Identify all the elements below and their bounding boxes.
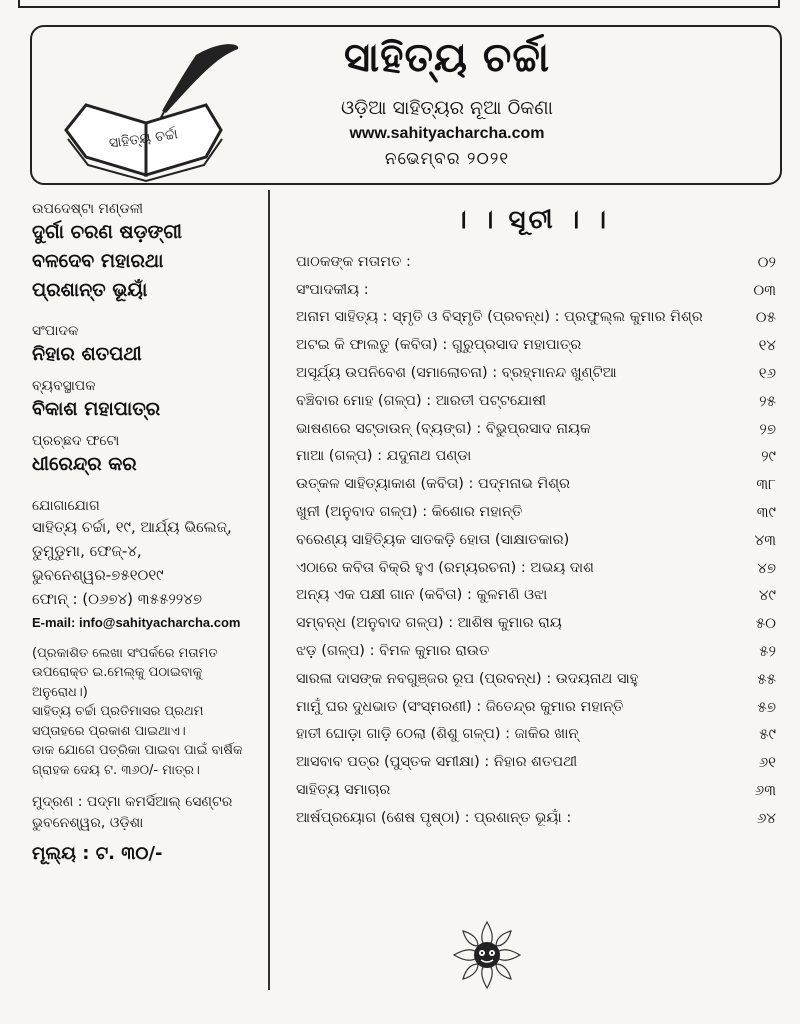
website-link[interactable]: www.sahityacharcha.com bbox=[349, 125, 545, 142]
editor-name: ନିହାର ଶତପଥୀ bbox=[32, 343, 142, 366]
toc-item-page: ୩୮ bbox=[756, 475, 776, 494]
note: ସାହିତ୍ୟ ଚର୍ଚ୍ଚା ପ୍ରତିମାସର ପ୍ରଥମ ସପ୍ତାହରେ ପ୍ରକାଶ ପାଇଥାଏ। bbox=[32, 704, 204, 739]
toc-item bbox=[296, 498, 776, 526]
toc-item-page: ୬୩ bbox=[754, 781, 776, 800]
toc-item bbox=[296, 276, 776, 304]
editor-label: ସଂପାଦକ bbox=[32, 323, 79, 340]
email-address[interactable]: E-mail: info@sahityacharcha.com bbox=[32, 615, 241, 631]
manager-label: ବ୍ୟବସ୍ଥାପକ bbox=[32, 378, 96, 395]
toc-item-page: ୦୫ bbox=[755, 308, 776, 327]
top-frame bbox=[18, 0, 780, 8]
toc-item bbox=[296, 693, 776, 721]
toc-list bbox=[296, 248, 776, 832]
toc-item bbox=[296, 359, 776, 387]
toc-item-page: ୦୩ bbox=[753, 280, 776, 299]
toc-item bbox=[296, 470, 776, 498]
toc-item bbox=[296, 304, 776, 332]
toc-item-title: ଅନ୍ୟ ଏକ ପକ୍ଷୀ ଗାନ (କବିତା) : କୁଳମଣି ଓଝା bbox=[296, 587, 548, 604]
toc-item-page: ୪୩ bbox=[754, 530, 776, 549]
address-line: ଭୁବନେଶ୍ୱର-୭୫୧୦୧୯ bbox=[32, 566, 164, 585]
toc-item-page: ୪୭ bbox=[757, 558, 776, 577]
logo-text: ସାହିତ୍ୟ ଚର୍ଚ୍ଚା bbox=[108, 126, 179, 152]
toc-item-title: ସାହିତ୍ୟ ସମାଚାର bbox=[296, 782, 391, 799]
contact-label: ଯୋଗାଯୋଗ bbox=[32, 497, 100, 514]
toc-item bbox=[296, 415, 776, 443]
toc-item-title: ସମ୍ବନ୍ଧ (ଅନୁବାଦ ଗଳ୍ପ) : ଆଶିଷ କୁମାର ରାୟ bbox=[296, 615, 562, 632]
toc-item-title: ପାଠକଙ୍କ ମତାମତ : bbox=[296, 253, 411, 270]
toc-item bbox=[296, 387, 776, 415]
toc-item-title: ମାଆ (ଗଳ୍ପ) : ଯଦୁନାଥ ପଣ୍ଡା bbox=[296, 448, 472, 465]
address-line: ସାହିତ୍ୟ ଚର୍ଚ୍ଚା, ୧୯, ଆର୍ଯ୍ୟ ଭିଲେଜ୍, bbox=[32, 518, 232, 537]
toc-heading: । । ସୂଚୀ । । bbox=[455, 205, 610, 235]
toc-item bbox=[296, 554, 776, 582]
magazine-title: ସାହିତ୍ୟ ଚର୍ଚ୍ଚା bbox=[343, 35, 551, 81]
toc-item bbox=[296, 721, 776, 749]
advisor-name: ପ୍ରଶାନ୍ତ ଭୂୟାଁ bbox=[32, 278, 148, 301]
toc-item bbox=[296, 776, 776, 804]
toc-item-title: ସାରଳା ଦାସଙ୍କ ନବଗୁଞ୍ଜର ରୂପ (ପ୍ରବନ୍ଧ) : ଉଦୟନାଥ ସାହୁ bbox=[296, 670, 639, 687]
credits-column bbox=[32, 200, 260, 866]
address bbox=[32, 515, 260, 611]
toc-item-title: ହାତୀ ଘୋଡ଼ା ଗାଡ଼ି ଠେଲା (ଶିଶୁ ଗଳ୍ପ) : ଜାକିର ଖାନ୍ bbox=[296, 726, 579, 743]
issue-date: ନଭେମ୍ବର ୨୦୨୧ bbox=[384, 149, 510, 169]
advisor-name: ବଳଦେବ ମହାରଥା bbox=[32, 249, 164, 272]
toc-item-title: ଉତ୍କଳ ସାହିତ୍ୟାକାଶ (କବିତା) : ପଦ୍ମନାଭ ମିଶ୍ର bbox=[296, 476, 570, 493]
toc-item-page: ୦୨ bbox=[757, 252, 776, 271]
toc-item bbox=[296, 443, 776, 471]
toc-item-title: ବଞ୍ଚିବାର ମୋହ (ଗଳ୍ପ) : ଆରତୀ ପଟ୍ଟଯୋଷୀ bbox=[296, 392, 547, 409]
toc-item bbox=[296, 248, 776, 276]
toc-item bbox=[296, 331, 776, 359]
toc-item-page: ୩୯ bbox=[756, 503, 776, 522]
toc-item-title: ଝଡ଼ (ଗଳ୍ପ) : ବିମଳ କୁମାର ରାଉତ bbox=[296, 643, 490, 660]
toc-item bbox=[296, 637, 776, 665]
advisor-name: ଦୁର୍ଗା ଚରଣ ଷଡ଼ଙ୍ଗୀ bbox=[32, 221, 183, 244]
toc-item-title: ଅଟଇ କି ଫାଲତୁ (କବିତା) : ଗୁରୁପ୍ରସାଦ ମହାପାତ୍ର bbox=[296, 337, 582, 354]
toc-item-page: ୨୯ bbox=[761, 447, 776, 466]
toc-item-title: ଅନାମ ସାହିତ୍ୟ : ସ୍ମୃତି ଓ ବିସ୍ମୃତି (ପ୍ରବନ୍ଧ) : ପ୍ରଫୁଲ୍ଲ କୁମାର ମିଶ୍ର bbox=[296, 309, 703, 326]
phone-number: ଫୋନ୍ : (୦୬୭୪) ୩୫୫୨୨୪୭ bbox=[32, 590, 203, 609]
toc-item bbox=[296, 804, 776, 832]
toc-item bbox=[296, 748, 776, 776]
printer-line: ମୁଦ୍ରଣ : ପଦ୍ମା କମର୍ସିଆଲ୍ ସେଣ୍ଟର bbox=[32, 794, 233, 811]
lotus-emblem-icon bbox=[452, 920, 522, 990]
toc-item-page: ୫୫ bbox=[757, 669, 776, 688]
toc-item-page: ୧୬ bbox=[758, 364, 776, 383]
cover-photo-label: ପ୍ରଚ୍ଛଦ ଫଟୋ bbox=[32, 433, 120, 449]
cover-photo-credit: ଧୀରେନ୍ଦ୍ର କର bbox=[32, 453, 137, 476]
toc-item-page: ୬୧ bbox=[758, 753, 776, 772]
toc-item bbox=[296, 526, 776, 554]
toc-item-page: ୧୪ bbox=[758, 336, 776, 355]
toc-item-title: ଅସୂର୍ଯ୍ୟ ଉପନିବେଶ (ସମାଲୋଚନା) : ବ୍ରହ୍ମାନନ୍ଦ ଖୁଣ୍ଟିଆ bbox=[296, 365, 617, 382]
toc-item-page: ୬୪ bbox=[756, 808, 776, 827]
toc-item-page: ୫୦ bbox=[755, 614, 776, 633]
manager-name: ବିକାଶ ମହାପାତ୍ର bbox=[32, 398, 161, 421]
printer-line: ଭୁବନେଶ୍ୱର, ଓଡ଼ିଶା bbox=[32, 815, 144, 832]
book-and-quill-icon bbox=[46, 35, 246, 185]
toc-item-title: ବରେଣ୍ୟ ସାହିତ୍ୟିକ ସାତକଡ଼ି ହୋତା (ସାକ୍ଷାତକାର) bbox=[296, 531, 570, 548]
toc-item-page: ୨୭ bbox=[759, 419, 776, 438]
toc-item-title: ମାମୁଁ ଘର ଦୁଧଭାତ (ସଂସ୍ମରଣୀ) : ଜିତେନ୍ଦ୍ର କୁମାର ମହାନ୍ତି bbox=[296, 698, 624, 715]
advisory-label: ଉପଦେଷ୍ଟା ମଣ୍ଡଳୀ bbox=[32, 201, 144, 217]
toc-item-title: ଏଠାରେ କବିତା ବିକ୍ରି ହୁଏ (ରମ୍ୟରଚନା) : ଅଭୟ ଦାଶ bbox=[296, 559, 594, 576]
toc-item-title: ଆସବାବ ପତ୍ର (ପୁସ୍ତକ ସମୀକ୍ଷା) : ନିହାର ଶତପଥୀ bbox=[296, 754, 578, 771]
toc-item bbox=[296, 609, 776, 637]
column-divider bbox=[268, 190, 270, 990]
magazine-tagline: ଓଡ଼ିଆ ସାହିତ୍ୟର ନୂଆ ଠିକଣା bbox=[341, 97, 553, 119]
masthead bbox=[30, 25, 782, 185]
address-line: ଡୁମୁଡୁମା, ଫେଜ୍-୪, bbox=[32, 542, 142, 561]
toc-item bbox=[296, 665, 776, 693]
toc-item-page: ୫୯ bbox=[759, 725, 776, 744]
toc-item-title: ଆର୍ଷପ୍ରୟୋଗ (ଶେଷ ପୃଷ୍ଠା) : ପ୍ରଶାନ୍ତ ଭୂୟାଁ : bbox=[296, 809, 572, 826]
toc-item-page: ୪୯ bbox=[758, 586, 776, 605]
toc-item-title: ସଂପାଦକୀୟ : bbox=[296, 281, 369, 298]
toc-item-page: ୫୭ bbox=[757, 697, 776, 716]
toc-item bbox=[296, 582, 776, 610]
toc-item-page: ୨୫ bbox=[759, 391, 776, 410]
note: ଡାକ ଯୋଗେ ପତ୍ରିକା ପାଇବା ପାଇଁ ବାର୍ଷିକ ଗ୍ରାହକ ଦେୟ ଟ. ୩୬୦/- ମାତ୍ର। bbox=[32, 743, 243, 778]
toc-item-page: ୫୨ bbox=[759, 642, 776, 661]
toc-item-title: ଖୁନୀ (ଅନୁବାଦ ଗଳ୍ପ) : କିଶୋର ମହାନ୍ତି bbox=[296, 504, 523, 521]
note: (ପ୍ରକାଶିତ ଲେଖା ସଂପର୍କରେ ମତାମତ ଉପରୋକ୍ତ ଇ.ମେଲ୍‌କୁ ପଠାଇବାକୁ ଅନୁରୋଧ।) bbox=[32, 645, 218, 700]
toc-item-title: ଭାଷଣରେ ସଟ୍‌ଡାଉନ୍ (ବ୍ୟଙ୍ଗ) : ବିଭୁପ୍ରସାଦ ନାୟକ bbox=[296, 420, 591, 437]
price: ମୂଲ୍ୟ : ଟ. ୩୦/- bbox=[32, 843, 163, 865]
